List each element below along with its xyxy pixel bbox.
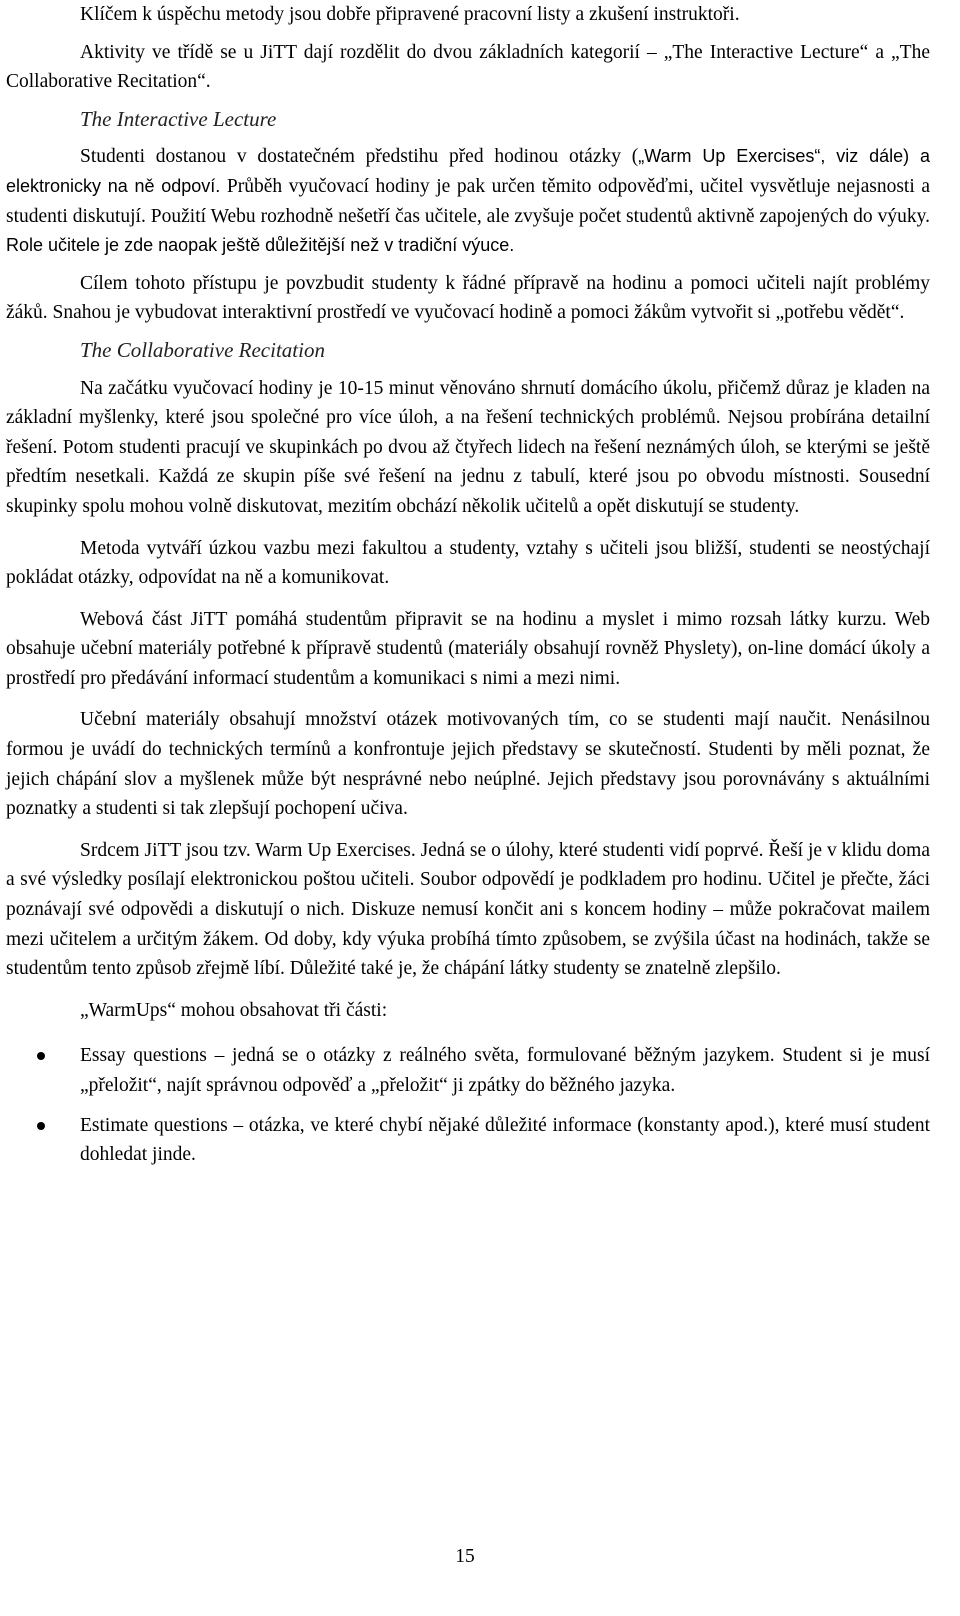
paragraph-method: Metoda vytváří úzkou vazbu mezi fakultou a studenty, vztahy s učiteli jsou bližší, studenti se neostýchají pokládat otázky, odpovídat na ně a komunikovat. [6, 537, 930, 589]
paragraph-goal: Cílem tohoto přístupu je povzbudit studenty k řádné přípravě na hodinu a pomoci učiteli najít problémy žáků. Snahou je vybudovat interaktivní prostředí ve vyučovací hodině a pomoci žákům vytvořit si „potřebu vědět“. [6, 272, 930, 324]
paragraph-web-part: Webová část JiTT pomáhá studentům připravit se na hodinu a myslet i mimo rozsah látky kurzu. Web obsahuje učební materiály potřebné k přípravě studentů (materiály obsahují rovněž Physlety), on-line domácí úkoly a prostředí pro předávání informací studentům a komunikaci s nimi a mezi nimi. [6, 608, 930, 689]
paragraph-interactive-lecture [6, 142, 930, 260]
paragraph-materials: Učební materiály obsahují množství otázek motivovaných tím, co se studenti mají naučit. Nenásilnou formou je uvádí do technických termínů a konfrontuje jejich představy se skutečností. Studenti by měli poznat, že jejich chápání slov a myšlenek může být nesprávné nebo neúplné. Jejich představy jsou porovnávány s aktuálními poznatky a studenti si tak zlepšují pochopení učiva. [6, 709, 930, 820]
bullet-icon [37, 1122, 45, 1130]
heading-interactive-lecture: The Interactive Lecture [80, 106, 277, 131]
text-segment: Studenti dostanou v dostatečném předstihu před hodinou otázky ( [80, 146, 639, 168]
heading-collaborative-recitation: The Collaborative Recitation [80, 337, 325, 362]
list-item-text: Essay questions – jedná se o otázky z reálného světa, formulované běžným jazykem. Student si je musí „přeložit“, najít správnou odpověď a „přeložit“ ji zpátky do běžného jazyka. [80, 1045, 930, 1096]
paragraph-collaborative-recitation: Na začátku vyučovací hodiny je 10-15 minut věnováno shrnutí domácího úkolu, přičemž důraz je kladen na základní myšlenky, které jsou společné pro více úloh, a na řešení technických problémů. Nejsou probírána detailní řešení. Potom studenti pracují ve skupinkách po dvou až čtyřech lidech na řešení neznámých úloh, se kterými se ještě předtím nesetkali. Každá ze skupin píše své řešení na jednu z tabulí, které jsou po obvodu místnosti. Sousední skupinky spolu mohou volně diskutovat, mezitím obchází několik učitelů a opět diskutují se studenty. [6, 377, 930, 517]
list-item [6, 1041, 930, 1100]
bullet-icon [37, 1052, 45, 1060]
paragraph-warmups: Srdcem JiTT jsou tzv. Warm Up Exercises. Jedná se o úlohy, které studenti vidí poprvé. Řeší je v klidu doma a své výsledky posílají elektronickou poštou učiteli. Soubor odpovědí je podkladem pro hodinu. Učitel je přečte, žáci poznávají své odpovědi a diskutují o nich. Diskuze nemusí končit ani s koncem hodiny – může pokračovat mailem mezi učitelem a určitým žákem. Od doby, kdy výuka probíhá tímto způsobem, se zvýšila účast na hodinách, takže se studentům tento způsob zřejmě líbí. Důležité také je, že chápání látky studenty se znatelně zlepšilo. [6, 839, 930, 980]
paragraph-categories: Aktivity ve třídě se u JiTT dají rozdělit do dvou základních kategorií – „The Interactive Lecture“ a „The Collaborative Recitation“. [6, 41, 930, 93]
paragraph-intro: Klíčem k úspěchu metody jsou dobře připravené pracovní listy a zkušení instruktoři. [80, 4, 740, 25]
page-number: 15 [455, 1546, 475, 1567]
paragraph-warmups-parts: „WarmUps“ mohou obsahovat tři části: [80, 999, 388, 1021]
list-item [6, 1111, 930, 1170]
text-segment-sans: „Warm Up Exercises“, viz dále) a elektronicky na ně odpoví. [6, 146, 930, 196]
text-segment-sans: Role učitele je zde naopak ještě důležitější než v tradiční výuce. [6, 235, 515, 256]
page-content [6, 0, 930, 1170]
text-segment: Průběh vyučovací hodiny je pak určen těmito odpověďmi, učitel vysvětluje nejasnosti a studenti diskutují. Použití Webu rozhodně nešetří čas učitele, ale zvyšuje počet studentů aktivně zapojených do výuky. [6, 175, 930, 227]
list-item-text: Estimate questions – otázka, ve které chybí nějaké důležité informace (konstanty apod.), které musí student dohledat jinde. [80, 1114, 930, 1166]
bullet-list [6, 1041, 930, 1169]
